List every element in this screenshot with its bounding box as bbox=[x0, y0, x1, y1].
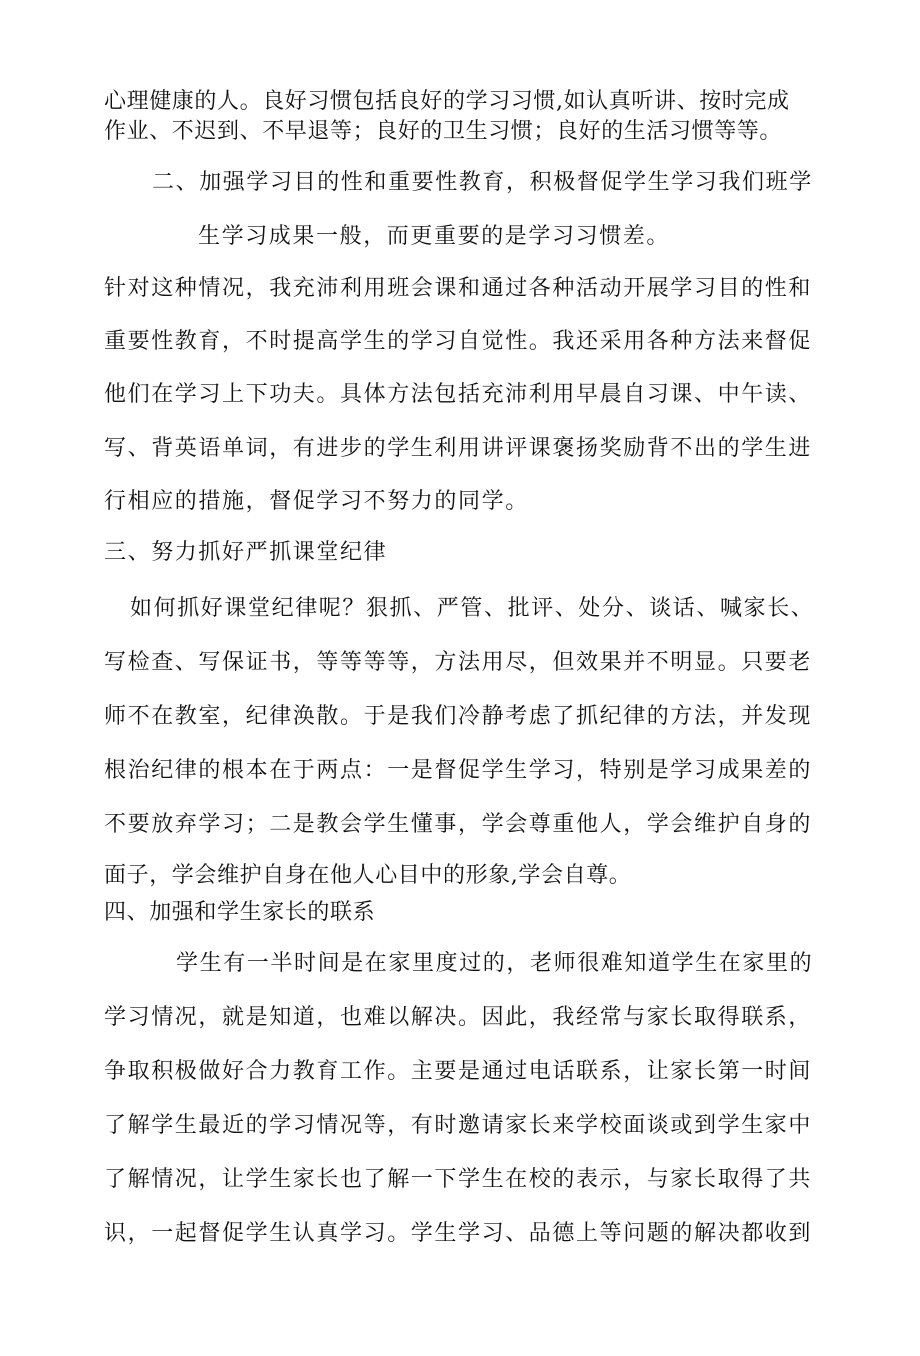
text-line: 重要性教育，不时提高学生的学习自觉性。我还采用各种方法来督促 bbox=[104, 329, 813, 354]
text-line: 了解学生最近的学习情况等，有时邀请家长来学校面谈或到学生家中 bbox=[104, 1113, 813, 1138]
text-line: 面子，学会维护自身在他人心目中的形象,学会自尊。 bbox=[104, 863, 632, 888]
text-line: 根治纪律的根本在于两点：一是督促学生学习，特别是学习成果差的 bbox=[104, 758, 813, 783]
section-heading-4: 四、加强和学生家长的联系 bbox=[104, 900, 376, 925]
text-line: 争取积极做好合力教育工作。主要是通过电话联系，让家长第一时间 bbox=[104, 1059, 813, 1084]
text-line: 如何抓好课堂纪律呢？狠抓、严管、批评、处分、谈话、喊家长、 bbox=[130, 596, 815, 621]
text-line: 识，一起督促学生认真学习。学生学习、品德上等问题的解决都收到 bbox=[104, 1221, 813, 1246]
section-heading-2: 二、加强学习目的性和重要性教育，积极督促学生学习我们班学 bbox=[152, 170, 813, 195]
text-line: 行相应的措施，督促学习不努力的同学。 bbox=[104, 489, 529, 514]
text-line: 针对这种情况，我充沛利用班会课和通过各种活动开展学习目的性和 bbox=[104, 276, 813, 301]
text-line: 写、背英语单词，有进步的学生利用讲评课褒扬奖励背不出的学生进 bbox=[104, 436, 813, 461]
text-line: 作业、不迟到、不早退等；良好的卫生习惯；良好的生活习惯等等。 bbox=[104, 119, 783, 144]
section-heading-3: 三、努力抓好严抓课堂纪律 bbox=[104, 540, 388, 565]
text-line: 不要放弃学习；二是教会学生懂事，学会尊重他人，学会维护自身的 bbox=[104, 812, 813, 837]
text-line: 师不在教室，纪律涣散。于是我们冷静考虑了抓纪律的方法，并发现 bbox=[104, 704, 813, 729]
text-line: 学生有一半时间是在家里度过的，老师很难知道学生在家里的 bbox=[176, 951, 814, 976]
text-line: 了解情况，让学生家长也了解一下学生在校的表示，与家长取得了共 bbox=[104, 1167, 813, 1192]
text-line: 写检查、写保证书，等等等等，方法用尽，但效果并不明显。只要老 bbox=[104, 650, 813, 675]
text-line: 生学习成果一般，而更重要的是学习习惯差。 bbox=[198, 224, 671, 249]
text-line: 他们在学习上下功夫。具体方法包括充沛利用早晨自习课、中午读、 bbox=[104, 382, 813, 407]
text-line: 心理健康的人。良好习惯包括良好的学习习惯,如认真听讲、按时完成 bbox=[104, 89, 790, 114]
text-line: 学习情况，就是知道，也难以解决。因此，我经常与家长取得联系， bbox=[104, 1005, 813, 1030]
